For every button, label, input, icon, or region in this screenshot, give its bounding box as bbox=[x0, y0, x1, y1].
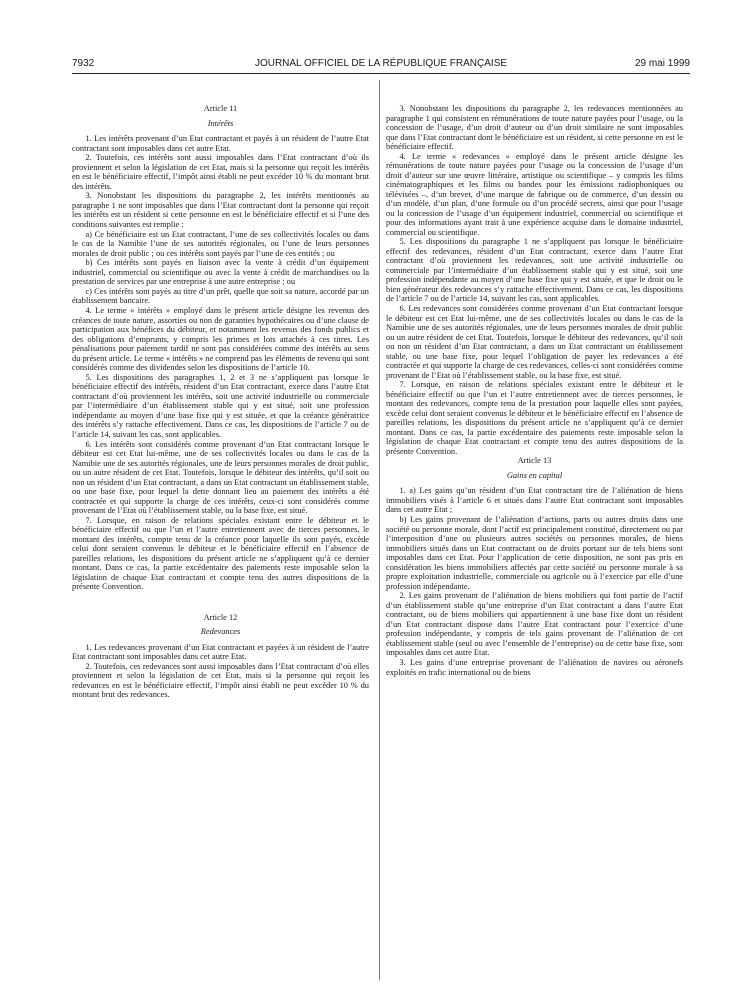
right-column bbox=[386, 80, 683, 677]
column-divider bbox=[379, 80, 380, 980]
paragraph: 7. Lorsque, en raison de relations spéciales existant entre le débiteur et le bénéficiaire effectif ou que l’un et l’autre entretiennent avec de tierces personnes, le montant des redevances, compte tenu de la prestation pour laquelle elles sont payées, excède celui dont seraient convenus le débiteur et le bénéficiaire effectif en l’absence de pareilles relations, les dispositions du présent article ne s’appliquent qu’à ce dernier montant. Dans ce cas, la partie excédentaire des paiements reste imposable selon la législation de chaque Etat contractant et compte tenu des autres dispositions de la présente Convention. bbox=[386, 380, 683, 456]
paragraph: 3. Nonobstant les dispositions du paragraphe 2, les redevances mentionnées au paragraphe 1 qui consistent en rémunérations de toute nature payées pour l’usage, ou la concession de l’usage, d’un droit d’auteur ou d’un droit similaire ne sont imposables que dans l’Etat contractant dont le bénéficiaire est un résident, si cette personne en est le bénéficiaire effectif. bbox=[386, 104, 683, 151]
article-11-heading: Article 11 bbox=[203, 104, 238, 113]
paragraph: 1. a) Les gains qu’un résident d’un Etat contractant tire de l’aliénation de biens immobiliers visés à l’article 6 et situés dans l’autre Etat contractant sont imposables dans cet autre Etat ; bbox=[386, 486, 683, 515]
paragraph: 3. Les gains d’une entreprise provenant de l’aliénation de navires ou aéronefs exploités en trafic international ou de biens bbox=[386, 658, 683, 677]
paragraph: 4. Le terme « redevances » employé dans le présent article désigne les rémunérations de toute nature payées pour l’usage ou la concession de l’usage d’un droit d’auteur sur une œuvre littéraire, artistique ou scientifique – y compris les films cinématographiques et les films ou bandes pour les émissions radiophoniques ou télévisées –, d’un brevet, d’une marque de fabrique ou de commerce, d’un dessin ou d’un modèle, d’un plan, d’une formule ou d’un procédé secrets, ainsi que pour l’usage ou la concession de l’usage d’un équipement industriel, commercial ou scientifique et pour des informations ayant trait à une expérience acquise dans le domaine industriel, commercial ou scientifique. bbox=[386, 151, 683, 237]
paragraph: 1. Les redevances provenant d’un Etat contractant et payées à un résident de l’autre Etat contractant sont imposables dans cet autre Etat. bbox=[72, 642, 369, 662]
paragraph: 6. Les redevances sont considérées comme provenant d’un Etat contractant lorsque le débiteur est cet Etat lui-même, une de ses collectivités locales ou dans le cas de la Namibie une de ses autorités régionales, une de leurs personnes morales de droit public ou un autre résident de cet Etat. Toutefois, lorsque le débiteur des redevances, qu’il soit ou non un résident d’un Etat contractant, a dans un Etat contractant un établissement stable, ou une base fixe, pour lequel l’obligation de payer les redevances a été contractée et qui supporte la charge de ces redevances, celles-ci sont considérées comme provenant de l’Etat où l’établissement stable, ou la base fixe, est situé. bbox=[386, 304, 683, 380]
paragraph: 4. Le terme « intérêts » employé dans le présent article désigne les revenus des créances de toute nature, assorties ou non de garanties hypothécaires ou d’une clause de participation aux bénéfices du débiteur, et notamment les revenus des fonds publics et des obligations d’emprunts, y compris les primes et lots attachés à ces titres. Les pénalisations pour paiement tardif ne sont pas considérées comme des intérêts au sens du présent article. Le terme « intérêts » ne comprend pas les éléments de revenu qui sont considérés comme des dividendes selon les dispositions de l’article 10. bbox=[72, 306, 369, 373]
page-number: 7932 bbox=[72, 58, 95, 69]
journal-title: JOURNAL OFFICIEL DE LA RÉPUBLIQUE FRANÇAISE bbox=[254, 58, 508, 69]
paragraph: c) Ces intérêts sont payés au titre d’un prêt, quelle que soit sa nature, accordé par un établissement bancaire. bbox=[72, 286, 369, 306]
article-12-subtitle: Redevances bbox=[200, 627, 241, 637]
article-13-heading: Article 13 bbox=[517, 456, 552, 466]
paragraph: 5. Les dispositions du paragraphe 1 ne s’appliquent pas lorsque le bénéficiaire effectif des redevances, résident d’un Etat contractant, exerce dans l’autre Etat contractant d’où proviennent les redevances, soit une activité industrielle ou commerciale par l’intermédiaire d’un établissement stable qui y est situé, soit une profession indépendante au moyen d’une base fixe qui y est située, et que le droit ou le bien générateur des redevances s’y rattache effectivement. Dans ce cas, les dispositions de l’article 7 ou de l’article 14, suivant les cas, sont applicables. bbox=[386, 237, 683, 304]
article-11-subtitle: Intérêts bbox=[207, 118, 234, 128]
article-12-heading: Article 12 bbox=[203, 612, 238, 622]
page-header bbox=[72, 58, 690, 70]
paragraph: 3. Nonobstant les dispositions du paragraphe 2, les intérêts mentionnés au paragraphe 1 ne sont imposables que dans l’Etat contractant dont la personne qui reçoit les intérêts est un résident si cette personne en est le bénéficiaire effectif et si l’une des conditions suivantes est remplie : bbox=[72, 191, 369, 229]
paragraph: 2. Les gains provenant de l’aliénation de biens mobiliers qui font partie de l’actif d’un établissement stable qu’une entreprise d’un Etat contractant a dans l’autre Etat contractant, ou de biens mobiliers qui appartiennent à une base fixe dont un résident d’un Etat contractant dispose dans l’autre Etat contractant pour l’exercice d’une profession indépendante, y compris de tels gains provenant de l’aliénation de cet établissement stable (seul ou avec l’ensemble de l’entreprise) ou de cette base fixe, sont imposables dans cet autre Etat. bbox=[386, 591, 683, 658]
header-rule bbox=[72, 73, 690, 74]
left-column bbox=[72, 80, 369, 700]
paragraph: 7. Lorsque, en raison de relations spéciales existant entre le débiteur et le bénéficiaire effectif ou que l’un et l’autre entretiennent avec de tierces personnes, le montant des intérêts, compte tenu de la créance pour laquelle ils sont payés, excède celui dont seraient convenus le débiteur et le bénéficiaire effectif en l’absence de pareilles relations, les dispositions du présent article ne s’appliquent qu’à ce dernier montant. Dans ce cas, la partie excédentaire des paiements reste imposable selon la législation de chaque Etat contractant et compte tenu des autres dispositions de la présente Convention. bbox=[72, 515, 369, 592]
paragraph: a) Ce bénéficiaire est un Etat contractant, l’une de ses collectivités locales ou dans le cas de la Namibie l’une de ses autorités régionales, ou l’une de leurs personnes morales de droit public ; ou ces intérêts sont payés par l’une de ces entités ; ou bbox=[72, 229, 369, 258]
paragraph: 2. Toutefois, ces intérêts sont aussi imposables dans l’Etat contractant d’où ils proviennent et selon la législation de cet Etat, mais si la personne qui reçoit les intérêts en est le bénéficiaire effectif, l’impôt ainsi établi ne peut excéder 10 % du montant brut des intérêts. bbox=[72, 153, 369, 191]
article-13-subtitle: Gains en capital bbox=[506, 470, 563, 480]
paragraph: 6. Les intérêts sont considérés comme provenant d’un Etat contractant lorsque le débiteur est cet Etat lui-même, une de ses collectivités locales ou dans le cas de la Namibie une de ses autorités régionales, une de leurs personnes morales de droit public, ou un autre résident de cet Etat. Toutefois, lorsque le débiteur des intérêts, qu’il soit ou non un résident d’un Etat contractant, a dans un Etat contractant un établissement stable, ou une base fixe, pour lequel la dette donnant lieu au paiement des intérêts a été contractée et qui supporte la charge de ces intérêts, ceux-ci sont considérés comme provenant de l’Etat où l’établissement stable, ou la base fixe, est situé. bbox=[72, 439, 369, 515]
paragraph: b) Les gains provenant de l’aliénation d’actions, parts ou autres droits dans une société ou personne morale, dont l’actif est principalement constitué, directement ou par l’interposition d’une ou plusieurs autres sociétés ou personnes morales, de biens immobiliers situés dans un Etat contractant ou de droits portant sur de tels biens sont imposables dans cet Etat. Pour l’application de cette disposition, ne sont pas pris en considération les biens immobiliers affectés par cette société ou personne morale à sa propre exploitation industrielle, commerciale ou agricole ou à l’exercice par elle d’une profession indépendante. bbox=[386, 515, 683, 591]
paragraph: 5. Les dispositions des paragraphes 1, 2 et 3 ne s’appliquent pas lorsque le bénéficiaire effectif des intérêts, résident d’un Etat contractant, exerce dans l’autre Etat contractant d’où proviennent les intérêts, soit une activité industrielle ou commerciale par l’intermédiaire d’un établissement stable qui y est situé, soit une profession indépendante au moyen d’une base fixe qui y est située, et que la créance génératrice des intérêts s’y rattache effectivement. Dans ce cas, les dispositions de l’article 7 ou de l’article 14, suivant les cas, sont applicables. bbox=[72, 372, 369, 439]
paragraph: 2. Toutefois, ces redevances sont aussi imposables dans l’Etat contractant d’où elles proviennent et selon la législation de cet Etat, mais si la personne qui reçoit les redevances en est le bénéficiaire effectif, l’impôt ainsi établi ne peut excéder 10 % du montant brut des redevances. bbox=[72, 661, 369, 700]
paragraph: b) Ces intérêts sont payés en liaison avec la vente à crédit d’un équipement industriel, commercial ou scientifique ou avec la vente à crédit de marchandises ou la prestation de services par une entreprise à une autre entreprise ; ou bbox=[72, 258, 369, 287]
paragraph: 1. Les intérêts provenant d’un Etat contractant et payés à un résident de l’autre Etat contractant sont imposables dans cet autre Etat. bbox=[72, 134, 369, 153]
publication-date: 29 mai 1999 bbox=[634, 58, 690, 69]
